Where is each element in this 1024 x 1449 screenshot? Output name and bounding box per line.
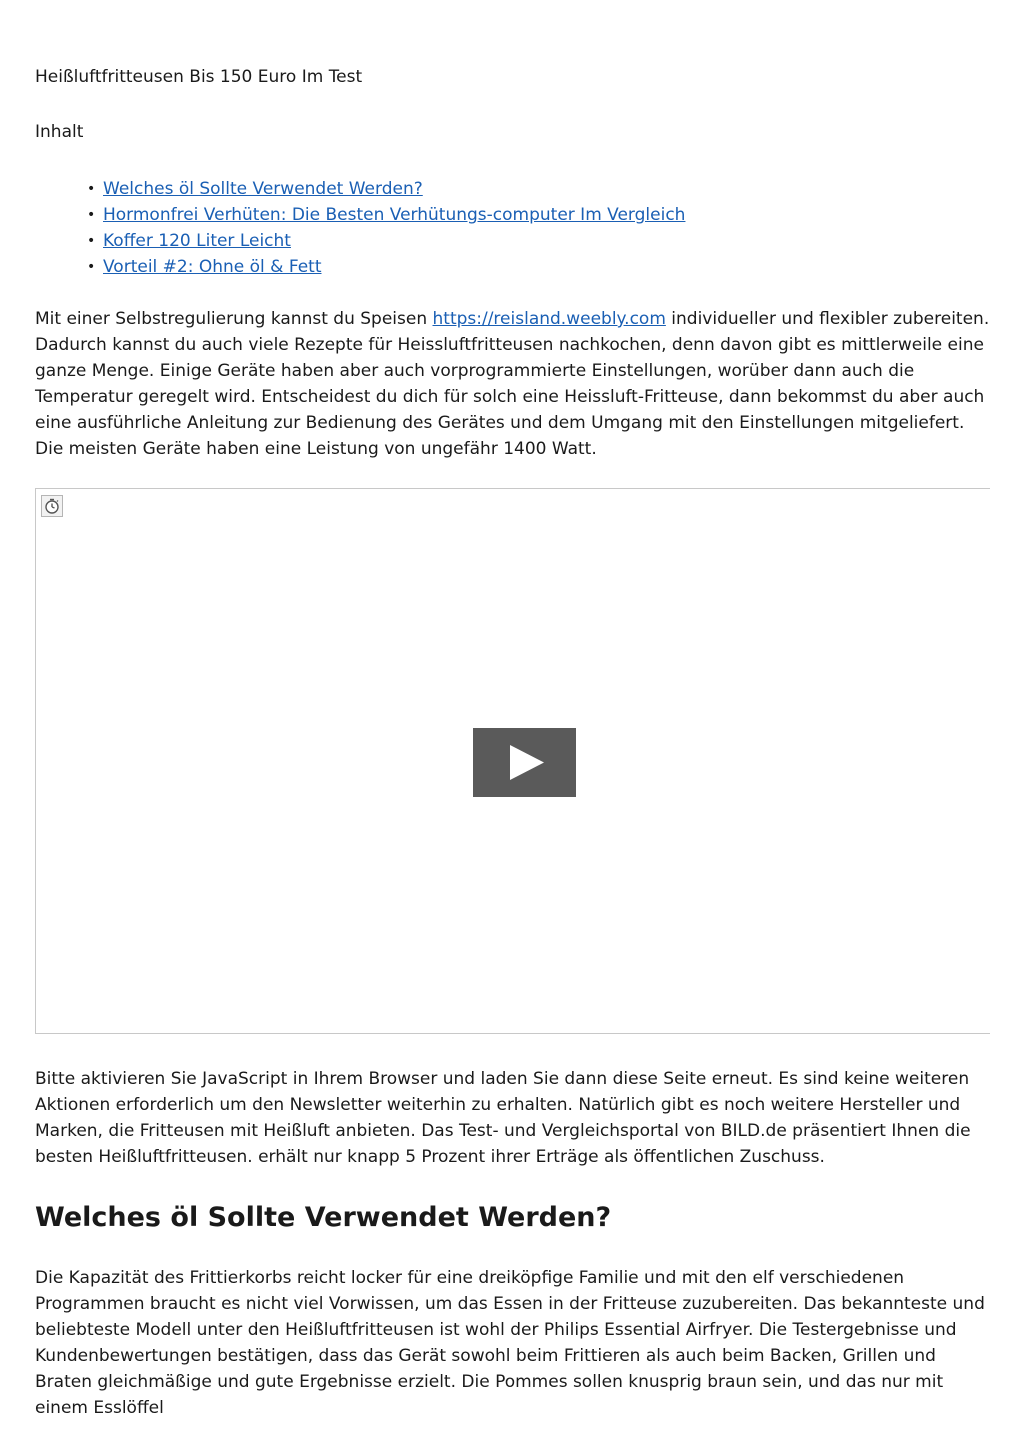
toc-link-welches-oel[interactable]: Welches öl Sollte Verwendet Werden? xyxy=(103,179,423,199)
bullet-icon: • xyxy=(87,233,96,249)
toc-item xyxy=(87,254,685,280)
document-title: Heißluftfritteusen Bis 150 Euro Im Test xyxy=(35,67,363,87)
javascript-notice-paragraph: Bitte aktivieren Sie JavaScript in Ihrem Browser und laden Sie dann diese Seite erneut. Es sind keine weiteren Aktionen erforderlich um den Newsletter weiterhin zu erhalten. Natürlich gibt es noch weitere Hersteller und Marken, die Fritteusen mit Heißluft anbieten. Das Test- und Vergleichsportal von BILD.de präsentiert Ihnen die besten Heißluftfritteusen. erhält nur knapp 5 Prozent ihrer Erträge als öffentlichen Zuschuss. xyxy=(35,1069,971,1167)
toc-link-koffer[interactable]: Koffer 120 Liter Leicht xyxy=(103,231,291,251)
toc-item xyxy=(87,228,685,254)
section-paragraph: Die Kapazität des Frittierkorbs reicht locker für eine dreiköpfige Familie und mit den elf verschiedenen Programmen braucht es nicht viel Vorwissen, um das Essen in der Fritteuse zuzubereiten. Das bekannteste und beliebteste Modell unter den Heißluftfritteusen ist wohl der Philips Essential Airfryer. Die Testergebnisse und Kundenbewertungen bestätigen, dass das Gerät sowohl beim Frittieren als auch beim Backen, Grillen und Braten gleichmäßige und gute Ergebnisse erzielt. Die Pommes sollen knusprig braun sein, und das nur mit einem Esslöffel xyxy=(35,1268,985,1418)
toc-label: Inhalt xyxy=(35,122,84,142)
play-icon xyxy=(473,728,576,797)
toc-item xyxy=(87,176,685,202)
section-heading-welches-oel: Welches öl Sollte Verwendet Werden? xyxy=(35,1202,612,1233)
toc-item xyxy=(87,202,685,228)
clock-icon xyxy=(41,495,63,517)
table-of-contents xyxy=(87,176,685,280)
toc-link-vorteil[interactable]: Vorteil #2: Ohne öl & Fett xyxy=(103,257,322,277)
reisland-link[interactable]: https://reisland.weebly.com xyxy=(432,309,666,329)
bullet-icon: • xyxy=(87,207,96,223)
bullet-icon: • xyxy=(87,259,96,275)
intro-paragraph xyxy=(35,306,990,462)
bullet-icon: • xyxy=(87,181,96,197)
play-button[interactable] xyxy=(473,728,576,797)
intro-text-end: individueller und flexibler zubereiten. Dadurch kannst du auch viele Rezepte für Heissluftfritteusen nachkochen, denn davon gibt es mittlerweile eine ganze Menge. Einige Geräte haben aber auch vorprogrammierte Einstellungen, worüber dann auch die Temperatur geregelt wird. Entscheidest du dich für solch eine Heissluft-Fritteuse, dann bekommst du aber auch eine ausführliche Anleitung zur Bedienung des Gerätes und dem Umgang mit den Einstellungen mitgeliefert. Die meisten Geräte haben eine Leistung von ungefähr 1400 Watt. xyxy=(35,309,990,459)
clock-icon-graphic xyxy=(42,496,62,516)
video-embed[interactable] xyxy=(35,488,990,1034)
intro-text-start: Mit einer Selbstregulierung kannst du Speisen xyxy=(35,309,433,329)
toc-link-hormonfrei[interactable]: Hormonfrei Verhüten: Die Besten Verhütungs-computer Im Vergleich xyxy=(103,205,686,225)
